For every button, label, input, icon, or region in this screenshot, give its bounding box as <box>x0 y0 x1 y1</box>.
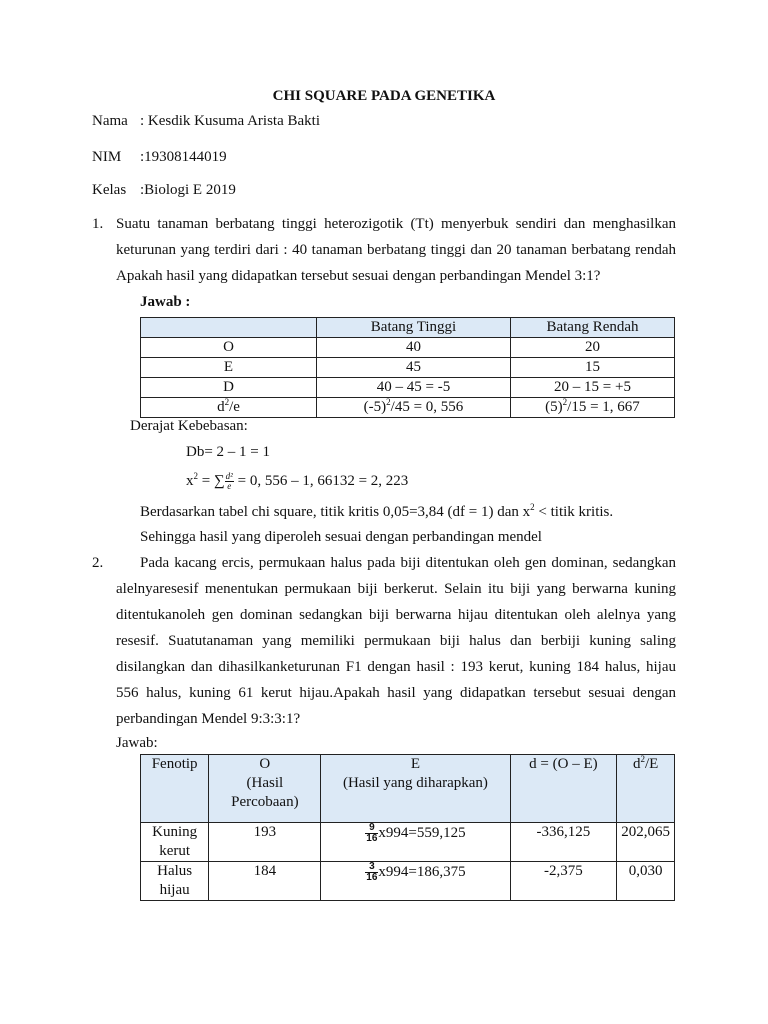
table-cell: 184 <box>209 862 321 901</box>
table-cell <box>141 398 317 418</box>
q2-line: disilangkan dan dihasilkanketurunan F1 dengan hasil : 193 kerut, kuning 184 halus, hijau <box>116 659 676 675</box>
table-cell: 45 <box>317 358 511 378</box>
nama-value: : Kesdik Kusuma Arista Bakti <box>140 113 320 129</box>
sentence-text: Berdasarkan tabel chi square, titik kritis 0,05=3,84 (df = 1) dan x <box>140 504 531 520</box>
q1-jawab-label: Jawab : <box>140 294 191 310</box>
superscript: 2 <box>224 397 230 407</box>
cell-line: hijau <box>159 882 190 898</box>
page-title: CHI SQUARE PADA GENETIKA <box>272 88 496 104</box>
nim-label: NIM <box>92 149 122 165</box>
table-header-row <box>141 318 675 338</box>
header-line: O <box>259 756 271 772</box>
cell-text: (-5) <box>363 399 387 415</box>
fraction-numerator: 3 <box>365 862 378 873</box>
fraction <box>365 823 378 844</box>
nim-value: :19308144019 <box>140 149 227 165</box>
table-cell: O <box>141 338 317 358</box>
sentence-text: < titik kritis. <box>534 504 614 520</box>
q1-line: keturunan yang terdiri dari : 40 tanaman berbatang tinggi dan 20 tanaman berbatang rendah <box>116 242 676 258</box>
table-header-cell <box>209 755 321 823</box>
formula-text: = ∑ <box>198 472 225 489</box>
table-cell: 0,030 <box>617 862 675 901</box>
header-line: E <box>410 756 421 772</box>
q1-line: Suatu tanaman berbatang tinggi heterozigotik (Tt) menyerbuk sendiri dan menghasilkan <box>116 216 676 232</box>
fraction <box>225 472 234 491</box>
table-row <box>141 338 675 358</box>
table-cell: D <box>141 378 317 398</box>
fraction <box>365 862 378 883</box>
table-cell: 20 – 15 = +5 <box>511 378 675 398</box>
table-cell <box>321 862 510 901</box>
table-cell: 40 – 45 = -5 <box>317 378 511 398</box>
fraction-denominator: 16 <box>366 872 378 883</box>
derajat-kebebasan-label: Derajat Kebebasan: <box>130 418 248 434</box>
q2-line: alelnyaresesif menentukan permukaan biji berkerut. Selain itu biji yang berwarna kuning <box>116 581 676 597</box>
table-row <box>141 862 675 901</box>
table-cell: E <box>141 358 317 378</box>
superscript: 2 <box>530 502 535 512</box>
cell-line: Kuning <box>152 824 198 840</box>
superscript: 2 <box>562 397 568 407</box>
table-header-cell: d = (O – E) <box>510 755 617 823</box>
header-line: Percobaan) <box>231 794 299 810</box>
q1-table <box>140 317 675 418</box>
header-text: /E <box>644 756 659 772</box>
superscript: 2 <box>386 397 391 407</box>
kelas-label: Kelas <box>92 182 127 198</box>
cell-text: x994=559,125 <box>378 824 466 841</box>
header-line: (Hasil yang diharapkan) <box>342 775 488 791</box>
q2-line: ditentukanoleh gen dominan sedangkan biji berwarna hijau ditentukan oleh alelnya yang <box>116 607 676 623</box>
cell-line: kerut <box>159 843 191 859</box>
nama-label: Nama <box>92 113 128 129</box>
cell-text: /45 = 0, 556 <box>390 399 464 415</box>
berdasarkan-text <box>140 504 613 521</box>
q2-line: Pada kacang ercis, permukaan halus pada biji ditentukan oleh gen dominan, sedangkan <box>140 555 676 571</box>
header-text: d <box>632 756 641 772</box>
table-cell <box>141 823 209 862</box>
table-cell <box>511 398 675 418</box>
q2-line: perbandingan Mendel 9:3:3:1? <box>116 711 301 727</box>
cell-text: /15 = 1, 667 <box>567 399 640 415</box>
cell-line: Halus <box>157 863 193 879</box>
x2-formula <box>186 472 408 491</box>
table-cell <box>317 398 511 418</box>
table-cell: 40 <box>317 338 511 358</box>
table-header-cell: Batang Tinggi <box>317 318 511 338</box>
table-header-cell <box>321 755 510 823</box>
table-header-cell <box>141 318 317 338</box>
superscript: 2 <box>193 470 198 481</box>
superscript: 2 <box>640 754 645 764</box>
db-formula: Db= 2 – 1 = 1 <box>186 444 271 460</box>
table-cell: 15 <box>511 358 675 378</box>
cell-text: x994=186,375 <box>378 863 466 880</box>
q2-line: 556 halus, kuning 61 kerut hijau.Apakah hasil yang didapatkan tersebut sesuai dengan <box>116 685 676 701</box>
cell-text: /e <box>229 399 240 415</box>
fraction-denominator: 16 <box>366 833 378 844</box>
fraction-denominator: e <box>227 481 232 491</box>
kelas-value: :Biologi E 2019 <box>140 182 236 198</box>
cell-text: d <box>217 399 225 415</box>
table-cell <box>321 823 510 862</box>
table-cell <box>141 862 209 901</box>
q1-number: 1. <box>92 216 104 232</box>
table-cell: 202,065 <box>617 823 675 862</box>
table-header-cell: Batang Rendah <box>511 318 675 338</box>
q2-jawab-label: Jawab: <box>116 735 158 751</box>
table-cell: -2,375 <box>510 862 617 901</box>
sehingga-text: Sehingga hasil yang diperoleh sesuai dengan perbandingan mendel <box>140 529 542 545</box>
table-row <box>141 823 675 862</box>
header-line: (Hasil <box>246 775 284 791</box>
q2-number: 2. <box>92 555 104 571</box>
q1-line: Apakah hasil yang didapatkan tersebut sesuai dengan perbandingan Mendel 3:1? <box>116 268 601 284</box>
fraction-numerator: d² <box>225 471 233 481</box>
formula-text: x <box>186 472 194 489</box>
table-header-row <box>141 755 675 823</box>
table-cell: 193 <box>209 823 321 862</box>
fraction-numerator: 9 <box>365 823 378 834</box>
table-header-cell: Fenotip <box>141 755 209 823</box>
table-cell: 20 <box>511 338 675 358</box>
table-row <box>141 398 675 418</box>
table-header-cell <box>617 755 675 823</box>
q2-line: resesif. Suatutanaman yang memiliki permukaan biji halus dan berbiji kuning saling <box>116 633 676 649</box>
formula-text: = 0, 556 – 1, 66132 = 2, 223 <box>233 472 409 489</box>
table-row <box>141 378 675 398</box>
cell-text: (5) <box>545 399 563 415</box>
table-cell: -336,125 <box>510 823 617 862</box>
table-row <box>141 358 675 378</box>
q2-table <box>140 754 675 901</box>
